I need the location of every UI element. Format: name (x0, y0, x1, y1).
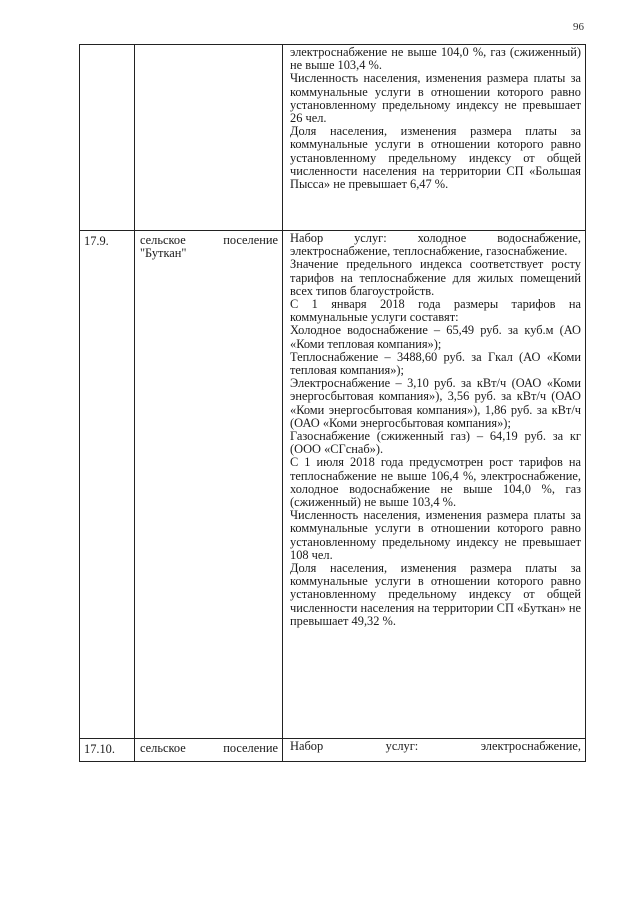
paragraph: Численность населения, изменения размера платы за коммунальные услуги в отношении которого равно установленному предельному индексу не превышает 108 чел. (290, 508, 581, 562)
settlement-name: сельское поселение (135, 739, 283, 762)
paragraph: С 1 июля 2018 года предусмотрен рост тарифов на теплоснабжение не выше 106,4 %, электроснабжение, холодное водоснабжение не выше 104,0 %, газ (сжиженный) не выше 103,4 %. (290, 455, 581, 510)
paragraph: Электроснабжение – 3,10 руб. за кВт/ч (ОАО «Коми энергосбытовая компания»), 3,56 руб. за кВт/ч (ОАО «Коми энергосбытовая компания»), 1,86 руб. за кВт/ч (ОАО «Коми энергосбытовая компания»); (290, 376, 581, 430)
paragraph: Холодное водоснабжение – 65,49 руб. за куб.м (АО «Коми тепловая компания»); (290, 323, 581, 351)
paragraph: Доля населения, изменения размера платы за коммунальные услуги в отношении которого равно установленному предельному индексу от общей численности населения на территории СП «Буткан» не превышает 49,32 %. (290, 561, 581, 628)
paragraph: электроснабжение не выше 104,0 %, газ (сжиженный) не выше 103,4 %. (290, 45, 581, 73)
paragraph: Значение предельного индекса соответствует росту тарифов на теплоснабжение для жилых помещений всех типов благоустройств. (290, 257, 581, 298)
row-number: 17.9. (80, 231, 135, 739)
table-row (80, 231, 586, 739)
row-number (80, 45, 135, 231)
tariff-table (79, 44, 586, 762)
row-number: 17.10. (80, 739, 135, 762)
paragraph: С 1 января 2018 года размеры тарифов на коммунальные услуги составят: (290, 297, 581, 325)
settlement-name (135, 45, 283, 231)
row-description (283, 45, 586, 231)
paragraph: Теплоснабжение – 3488,60 руб. за Гкал (АО «Коми тепловая компания»); (290, 349, 581, 378)
paragraph: Набор услуг: холодное водоснабжение, электроснабжение, теплоснабжение, газоснабжение. (290, 231, 581, 259)
page-number: 96 (573, 21, 584, 33)
settlement-name: сельское поселение "Буткан" (135, 231, 283, 739)
paragraph: Газоснабжение (сжиженный газ) – 64,19 руб. за кг (ООО «СГснаб»). (290, 429, 581, 457)
table-row (80, 45, 586, 231)
paragraph: Набор услуг: электроснабжение, (290, 739, 581, 753)
paragraph: Доля населения, изменения размера платы за коммунальные услуги в отношении которого равно установленному предельному индексу от общей численности населения на территории СП «Большая Пысса» не превышает 6,47 %. (290, 124, 581, 192)
paragraph: Численность населения, изменения размера платы за коммунальные услуги в отношении которого равно установленному предельному индексу не превышает 26 чел. (290, 71, 581, 126)
row-description (283, 739, 586, 762)
table-row (80, 739, 586, 762)
row-description (283, 231, 586, 739)
